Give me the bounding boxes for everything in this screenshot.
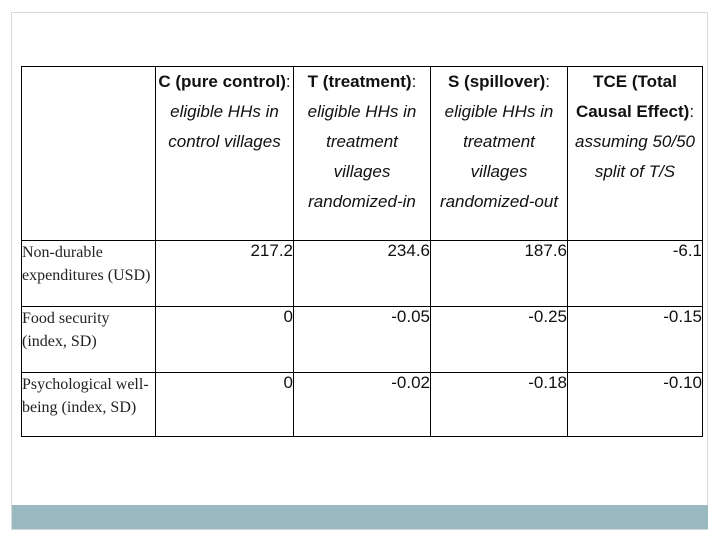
table-row — [22, 241, 703, 307]
row-label-non-durable-expenditures — [22, 241, 156, 307]
row-label-line: Food security — [22, 310, 110, 327]
footer-band — [12, 505, 708, 529]
cell-value-s: -0.18 — [431, 373, 568, 437]
cell-value-c: 0 — [156, 373, 294, 437]
header-tce-colon: : — [689, 102, 695, 121]
header-t-colon: : — [411, 72, 417, 91]
row-label-line: Non-durable — [22, 244, 103, 261]
cell-value-c: 0 — [156, 307, 294, 373]
header-s-spillover — [431, 67, 568, 241]
row-label-line: (index, SD) — [22, 333, 97, 350]
header-c-desc-2: control villages — [168, 132, 281, 151]
header-t-desc-4: randomized-in — [308, 192, 416, 211]
row-label-food-security — [22, 307, 156, 373]
header-t-desc-3: villages — [333, 162, 391, 181]
cell-value-t: -0.02 — [294, 373, 431, 437]
header-t-title: T (treatment) — [307, 72, 412, 91]
header-tce-desc-1: assuming 50/50 — [574, 132, 696, 151]
header-s-colon: : — [545, 72, 551, 91]
header-tce-title-1: TCE (Total — [593, 72, 677, 91]
header-c-desc-1: eligible HHs in — [170, 102, 279, 121]
cell-value-t: 234.6 — [294, 241, 431, 307]
results-table — [21, 66, 703, 437]
header-row — [22, 67, 703, 241]
header-c-pure-control — [156, 67, 294, 241]
header-t-treatment — [294, 67, 431, 241]
table-row — [22, 373, 703, 437]
header-c-title: C (pure control) — [158, 72, 286, 91]
cell-value-s: -0.25 — [431, 307, 568, 373]
cell-value-s: 187.6 — [431, 241, 568, 307]
row-label-psychological-well-being — [22, 373, 156, 437]
header-s-desc-4: randomized-out — [439, 192, 559, 211]
header-s-desc-3: villages — [470, 162, 528, 181]
table-row — [22, 307, 703, 373]
row-label-line: Psychological well- — [22, 376, 149, 393]
header-s-desc-2: treatment — [463, 132, 535, 151]
header-tce-desc-2: split of T/S — [594, 162, 676, 181]
header-empty-cell — [22, 67, 156, 241]
cell-value-tce: -6.1 — [568, 241, 703, 307]
header-t-desc-1: eligible HHs in — [307, 102, 417, 121]
cell-value-c: 217.2 — [156, 241, 294, 307]
header-s-desc-1: eligible HHs in — [444, 102, 554, 121]
header-c-colon: : — [285, 72, 291, 91]
header-tce-title-2: Causal Effect) — [575, 102, 690, 121]
row-label-line: being (index, SD) — [22, 399, 137, 416]
row-label-line: expenditures (USD) — [22, 267, 151, 284]
header-t-desc-2: treatment — [326, 132, 398, 151]
cell-value-tce: -0.15 — [568, 307, 703, 373]
cell-value-tce: -0.10 — [568, 373, 703, 437]
header-s-title: S (spillover) — [447, 72, 546, 91]
cell-value-t: -0.05 — [294, 307, 431, 373]
header-tce-total-causal-effect — [568, 67, 703, 241]
